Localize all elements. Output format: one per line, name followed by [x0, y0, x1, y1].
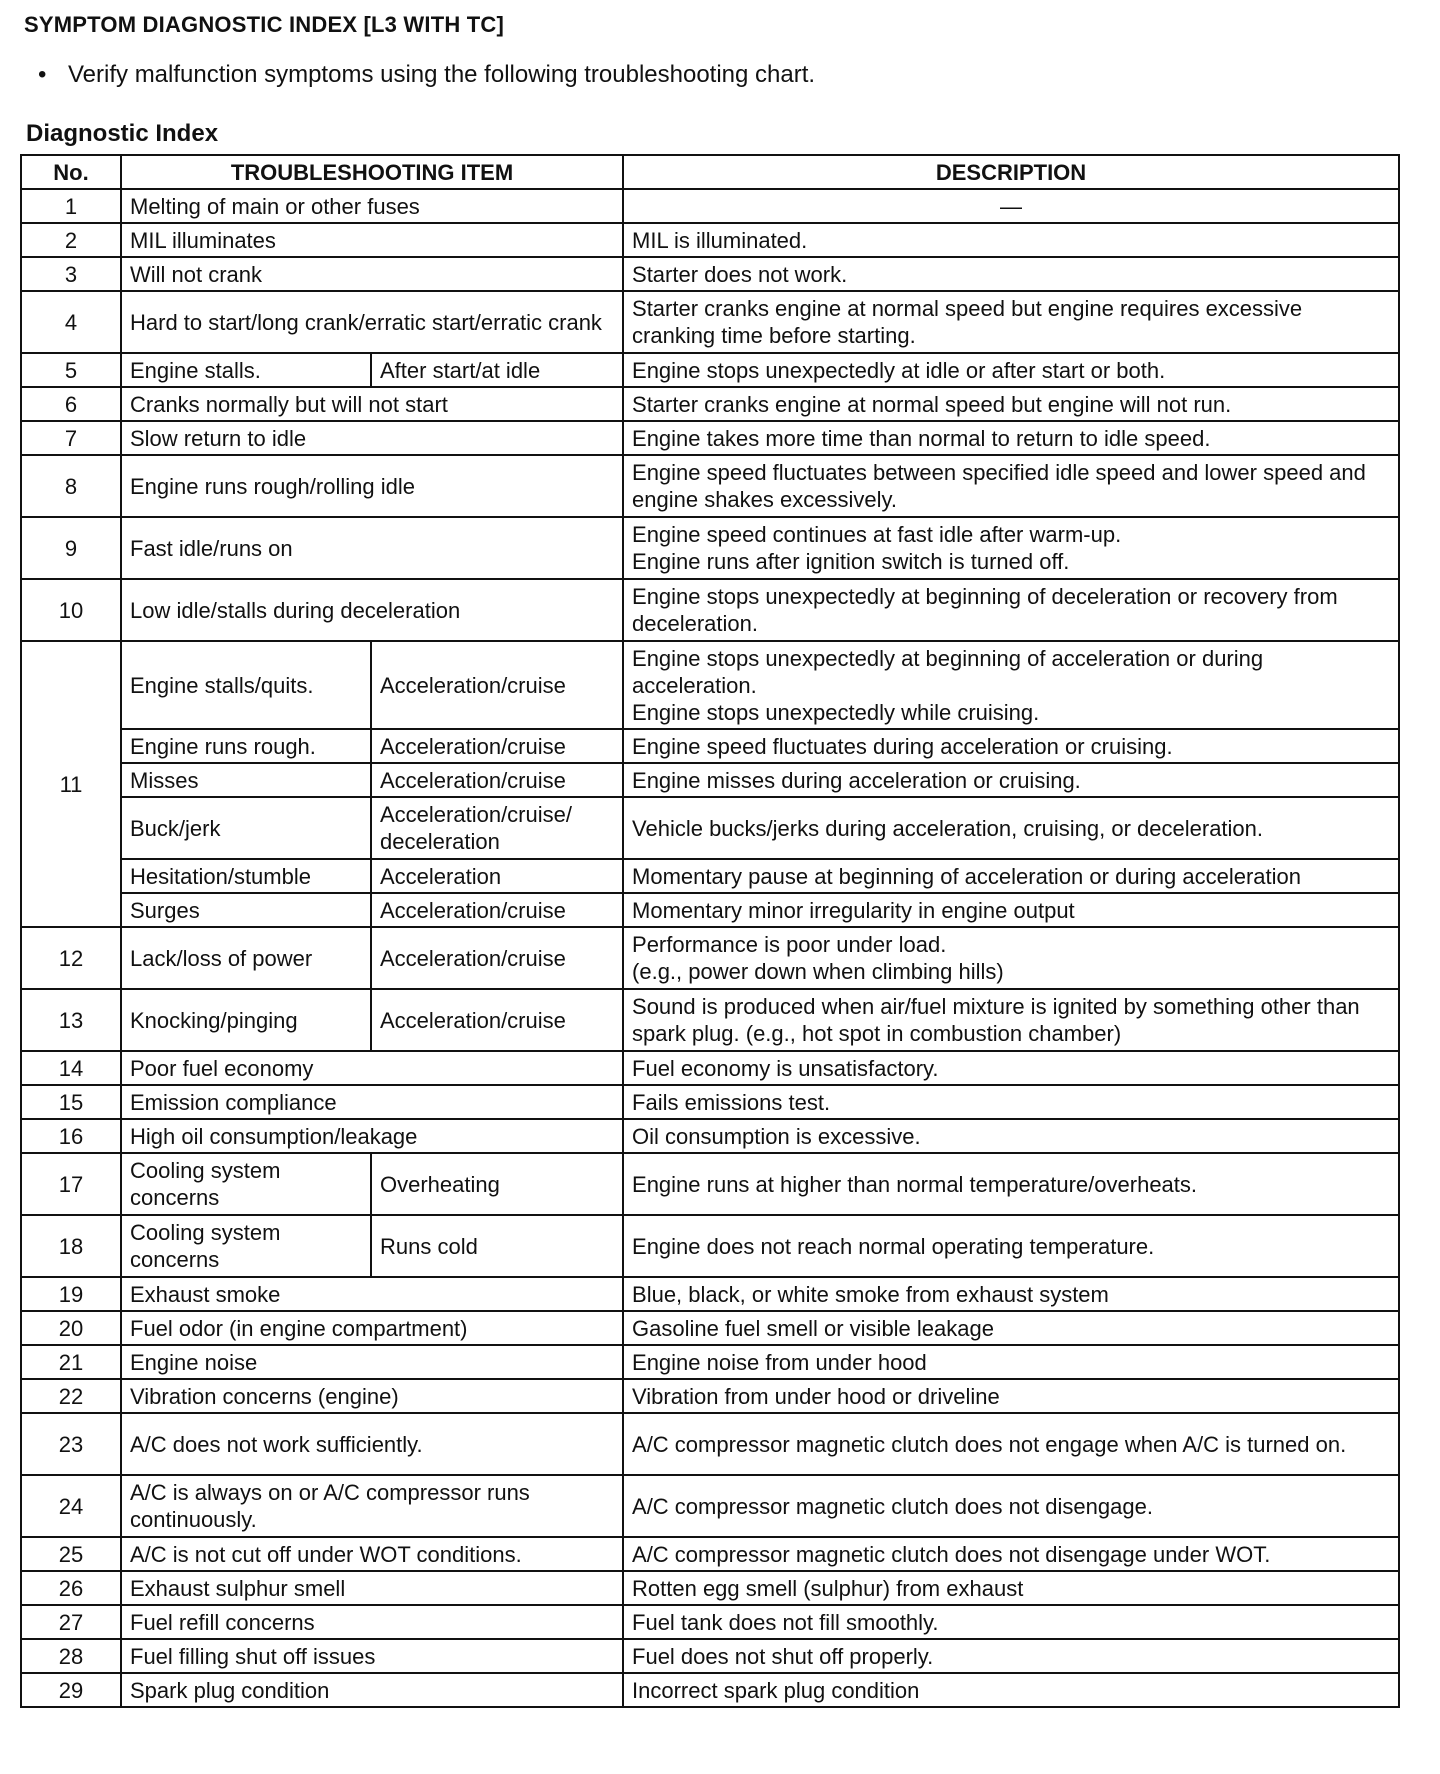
troubleshooting-item: Cranks normally but will not start [121, 387, 623, 421]
description: — [623, 189, 1399, 223]
row-number: 19 [21, 1277, 121, 1311]
row-number: 28 [21, 1639, 121, 1673]
troubleshooting-item: Fuel filling shut off issues [121, 1639, 623, 1673]
table-row [21, 1537, 1399, 1571]
table-row [21, 1475, 1399, 1537]
table-row [21, 1413, 1399, 1475]
condition: Acceleration/cruise/ deceleration [371, 797, 623, 859]
table-row [21, 1051, 1399, 1085]
row-number: 21 [21, 1345, 121, 1379]
row-number: 22 [21, 1379, 121, 1413]
description: Starter cranks engine at normal speed but engine will not run. [623, 387, 1399, 421]
description: Starter cranks engine at normal speed but engine requires excessive cranking time before starting. [623, 291, 1399, 353]
troubleshooting-item: Cooling system concerns [121, 1215, 371, 1277]
row-number: 23 [21, 1413, 121, 1475]
condition: Acceleration/cruise [371, 763, 623, 797]
troubleshooting-item: Vibration concerns (engine) [121, 1379, 623, 1413]
description: Incorrect spark plug condition [623, 1673, 1399, 1707]
row-number: 13 [21, 989, 121, 1051]
table-row [21, 989, 1399, 1051]
row-number: 18 [21, 1215, 121, 1277]
description [623, 517, 1399, 579]
description-line: (e.g., power down when climbing hills) [632, 959, 1004, 984]
troubleshooting-item: A/C is always on or A/C compressor runs continuously. [121, 1475, 623, 1537]
page-title: SYMPTOM DIAGNOSTIC INDEX [L3 WITH TC] [24, 12, 504, 37]
row-number: 29 [21, 1673, 121, 1707]
troubleshooting-item: Exhaust smoke [121, 1277, 623, 1311]
troubleshooting-item: Engine stalls. [121, 353, 371, 387]
description: Fuel tank does not fill smoothly. [623, 1605, 1399, 1639]
row-number: 4 [21, 291, 121, 353]
table-row [21, 421, 1399, 455]
description: Vehicle bucks/jerks during acceleration, cruising, or deceleration. [623, 797, 1399, 859]
troubleshooting-item: Spark plug condition [121, 1673, 623, 1707]
description [623, 641, 1399, 729]
table-header-row [21, 155, 1399, 189]
troubleshooting-item: Knocking/pinging [121, 989, 371, 1051]
troubleshooting-item: Fuel refill concerns [121, 1605, 623, 1639]
row-number: 1 [21, 189, 121, 223]
table-row [21, 893, 1399, 927]
condition: Acceleration/cruise [371, 641, 623, 729]
description: A/C compressor magnetic clutch does not disengage. [623, 1475, 1399, 1537]
description: Momentary pause at beginning of acceleration or during acceleration [623, 859, 1399, 893]
table-row [21, 1153, 1399, 1215]
troubleshooting-item: Engine noise [121, 1345, 623, 1379]
row-number: 12 [21, 927, 121, 989]
condition: Acceleration/cruise [371, 927, 623, 989]
troubleshooting-item: Slow return to idle [121, 421, 623, 455]
table-row [21, 729, 1399, 763]
condition: After start/at idle [371, 353, 623, 387]
table-row [21, 517, 1399, 579]
row-number: 20 [21, 1311, 121, 1345]
header-description: DESCRIPTION [623, 155, 1399, 189]
table-row [21, 353, 1399, 387]
description: Gasoline fuel smell or visible leakage [623, 1311, 1399, 1345]
description: Momentary minor irregularity in engine output [623, 893, 1399, 927]
table-row [21, 257, 1399, 291]
troubleshooting-item: Exhaust sulphur smell [121, 1571, 623, 1605]
table-row [21, 189, 1399, 223]
condition: Runs cold [371, 1215, 623, 1277]
table-row [21, 1119, 1399, 1153]
troubleshooting-item: MIL illuminates [121, 223, 623, 257]
description: Fuel does not shut off properly. [623, 1639, 1399, 1673]
troubleshooting-item: Fast idle/runs on [121, 517, 623, 579]
troubleshooting-item: Buck/jerk [121, 797, 371, 859]
row-number: 5 [21, 353, 121, 387]
description-line: Engine stops unexpectedly at beginning of acceleration or during acceleration. [632, 645, 1264, 698]
row-number: 14 [21, 1051, 121, 1085]
table-row [21, 1571, 1399, 1605]
bullet-icon: • [38, 61, 47, 88]
condition: Acceleration/cruise [371, 893, 623, 927]
description: Engine speed fluctuates between specified idle speed and lower speed and engine shakes excessively. [623, 455, 1399, 517]
row-number: 9 [21, 517, 121, 579]
intro-bullet-item [38, 60, 858, 90]
description: Rotten egg smell (sulphur) from exhaust [623, 1571, 1399, 1605]
condition: Acceleration [371, 859, 623, 893]
table-row [21, 223, 1399, 257]
row-number: 25 [21, 1537, 121, 1571]
header-no: No. [21, 155, 121, 189]
row-number: 6 [21, 387, 121, 421]
troubleshooting-item: Will not crank [121, 257, 623, 291]
table-row [21, 1673, 1399, 1707]
troubleshooting-item: Hard to start/long crank/erratic start/erratic crank [121, 291, 623, 353]
troubleshooting-item: A/C is not cut off under WOT conditions. [121, 1537, 623, 1571]
intro-text: Verify malfunction symptoms using the following troubleshooting chart. [68, 61, 816, 88]
diagnostic-index-table [20, 154, 1400, 1708]
description: Engine noise from under hood [623, 1345, 1399, 1379]
description: Starter does not work. [623, 257, 1399, 291]
row-number: 11 [21, 641, 121, 927]
row-number: 3 [21, 257, 121, 291]
table-row [21, 1345, 1399, 1379]
troubleshooting-item: Cooling system concerns [121, 1153, 371, 1215]
table-row [21, 859, 1399, 893]
description: Oil consumption is excessive. [623, 1119, 1399, 1153]
table-row [21, 1639, 1399, 1673]
troubleshooting-item: High oil consumption/leakage [121, 1119, 623, 1153]
table-row [21, 1605, 1399, 1639]
condition: Acceleration/cruise [371, 989, 623, 1051]
description-line: Engine stops unexpectedly while cruising. [632, 699, 1040, 725]
description: Vibration from under hood or driveline [623, 1379, 1399, 1413]
description: Blue, black, or white smoke from exhaust system [623, 1277, 1399, 1311]
description: Engine runs at higher than normal temperature/overheats. [623, 1153, 1399, 1215]
description-line: Performance is poor under load. [632, 932, 947, 957]
description: Fuel economy is unsatisfactory. [623, 1051, 1399, 1085]
troubleshooting-item: Poor fuel economy [121, 1051, 623, 1085]
row-number: 7 [21, 421, 121, 455]
description: A/C compressor magnetic clutch does not engage when A/C is turned on. [623, 1413, 1399, 1475]
description: Engine takes more time than normal to return to idle speed. [623, 421, 1399, 455]
row-number: 8 [21, 455, 121, 517]
table-row [21, 1215, 1399, 1277]
troubleshooting-item: Emission compliance [121, 1085, 623, 1119]
row-number: 16 [21, 1119, 121, 1153]
condition: Acceleration/cruise [371, 729, 623, 763]
row-number: 27 [21, 1605, 121, 1639]
table-row [21, 641, 1399, 729]
description: Engine stops unexpectedly at beginning of deceleration or recovery from deceleration. [623, 579, 1399, 641]
table-row [21, 797, 1399, 859]
troubleshooting-item: Engine runs rough. [121, 729, 371, 763]
table-row [21, 927, 1399, 989]
troubleshooting-item: Engine runs rough/rolling idle [121, 455, 623, 517]
row-number: 2 [21, 223, 121, 257]
troubleshooting-item: Misses [121, 763, 371, 797]
description: Sound is produced when air/fuel mixture is ignited by something other than spark plug. (e.g., hot spot in combustion chamber) [623, 989, 1399, 1051]
description: Engine speed fluctuates during acceleration or cruising. [623, 729, 1399, 763]
description: Engine does not reach normal operating temperature. [623, 1215, 1399, 1277]
troubleshooting-item: Melting of main or other fuses [121, 189, 623, 223]
description: A/C compressor magnetic clutch does not disengage under WOT. [623, 1537, 1399, 1571]
troubleshooting-item: Low idle/stalls during deceleration [121, 579, 623, 641]
table-row [21, 291, 1399, 353]
description: MIL is illuminated. [623, 223, 1399, 257]
description: Fails emissions test. [623, 1085, 1399, 1119]
troubleshooting-item: A/C does not work sufficiently. [121, 1413, 623, 1475]
table-row [21, 1379, 1399, 1413]
section-title: Diagnostic Index [26, 120, 219, 147]
table-row [21, 763, 1399, 797]
condition: Overheating [371, 1153, 623, 1215]
troubleshooting-item: Engine stalls/quits. [121, 641, 371, 729]
header-troubleshooting-item: TROUBLESHOOTING ITEM [121, 155, 623, 189]
row-number: 17 [21, 1153, 121, 1215]
troubleshooting-item: Lack/loss of power [121, 927, 371, 989]
table-row [21, 1085, 1399, 1119]
row-number: 26 [21, 1571, 121, 1605]
troubleshooting-item: Surges [121, 893, 371, 927]
description-line: Engine speed continues at fast idle after warm-up. [632, 522, 1122, 547]
table-row [21, 387, 1399, 421]
description [623, 927, 1399, 989]
troubleshooting-item: Fuel odor (in engine compartment) [121, 1311, 623, 1345]
description: Engine stops unexpectedly at idle or after start or both. [623, 353, 1399, 387]
row-number: 24 [21, 1475, 121, 1537]
description-line: Engine runs after ignition switch is turned off. [632, 549, 1070, 574]
table-row [21, 1311, 1399, 1345]
table-row [21, 579, 1399, 641]
row-number: 10 [21, 579, 121, 641]
table-row [21, 455, 1399, 517]
troubleshooting-item: Hesitation/stumble [121, 859, 371, 893]
description: Engine misses during acceleration or cruising. [623, 763, 1399, 797]
row-number: 15 [21, 1085, 121, 1119]
table-row [21, 1277, 1399, 1311]
